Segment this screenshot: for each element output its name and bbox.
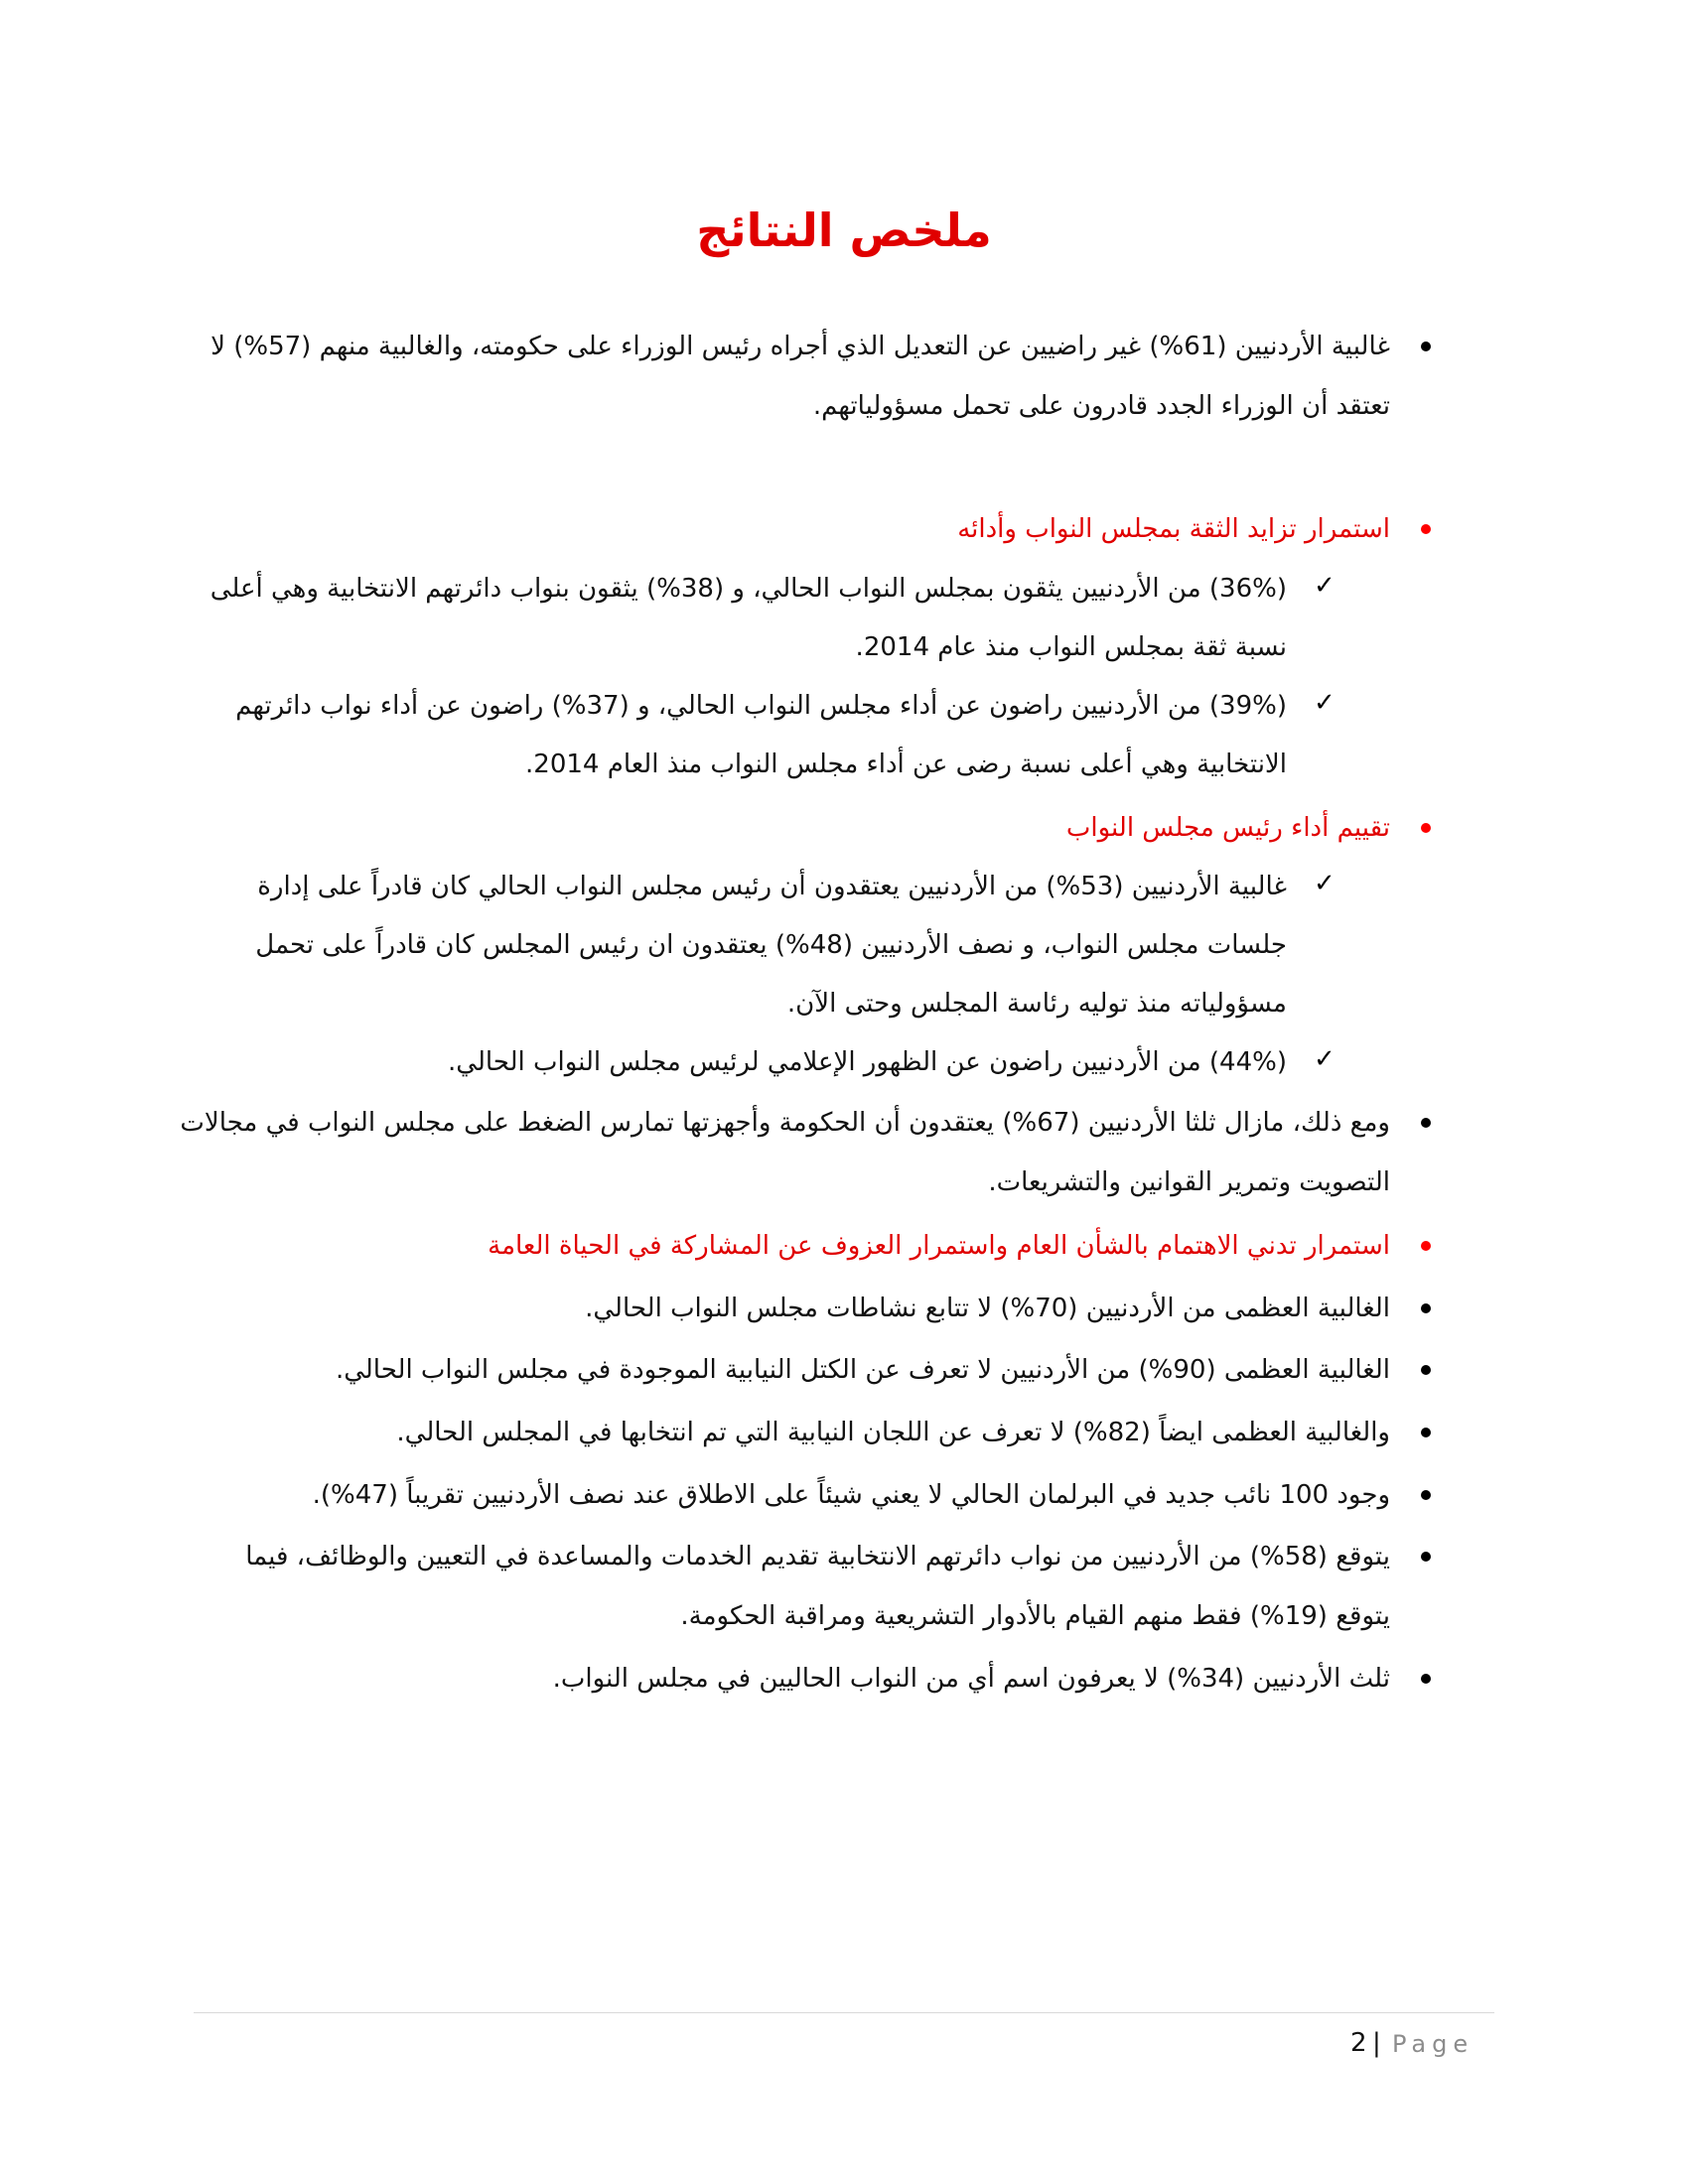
paragraph-line: (39%) من الأردنيين راضون عن أداء مجلس النواب الحالي، و (37%) راضون عن أداء نواب دائرتهم	[235, 691, 1287, 721]
paragraph-line: والغالبية العظمى ايضاً (82%) لا تعرف عن اللجان النيابية التي تم انتخابها في المجلس الحالي.	[396, 1418, 1390, 1447]
checkmark-icon: ✓	[1314, 1044, 1336, 1074]
paragraph-line: يتوقع (58%) من الأردنيين من نواب دائرتهم الانتخابية تقديم الخدمات والمساعدة في التعيين والوظائف، فيما	[245, 1542, 1390, 1571]
checkmark-icon: ✓	[1314, 688, 1336, 718]
paragraph-line: غالبية الأردنيين (53%) من الأردنيين يعتقدون أن رئيس مجلس النواب الحالي كان قادراً على إدارة	[257, 872, 1287, 901]
paragraph-line: الغالبية العظمى من الأردنيين (70%) لا تتابع نشاطات مجلس النواب الحالي.	[585, 1294, 1390, 1323]
bullet-icon	[1421, 1490, 1431, 1500]
paragraph-line: يتوقع (19%) فقط منهم القيام بالأدوار التشريعية ومراقبة الحكومة.	[680, 1601, 1390, 1631]
bullet-icon	[1421, 1674, 1431, 1684]
paragraph-line: غالبية الأردنيين (61%) غير راضيين عن التعديل الذي أجراه رئيس الوزراء على حكومته، والغالبية منهم (57%) لا	[211, 332, 1390, 361]
red-bullet-icon	[1421, 524, 1431, 534]
paragraph-line: وجود 100 نائب جديد في البرلمان الحالي لا يعني شيئاً على الاطلاق عند نصف الأردنيين تقريباً (47%).	[312, 1480, 1390, 1510]
checkmark-icon: ✓	[1314, 571, 1336, 601]
section-heading: استمرار تزايد الثقة بمجلس النواب وأدائه	[957, 514, 1390, 544]
red-bullet-icon	[1421, 823, 1431, 833]
page-label: Page	[1392, 2030, 1475, 2058]
section-heading: تقييم أداء رئيس مجلس النواب	[1065, 813, 1390, 843]
paragraph-line: (44%) من الأردنيين راضون عن الظهور الإعلامي لرئيس مجلس النواب الحالي.	[448, 1047, 1287, 1077]
paragraph-line: نسبة ثقة بمجلس النواب منذ عام 2014.	[855, 632, 1287, 662]
bullet-icon	[1421, 341, 1431, 351]
checkmark-icon: ✓	[1314, 869, 1336, 898]
paragraph-line: الغالبية العظمى (90%) من الأردنيين لا تعرف عن الكتل النيابية الموجودة في مجلس النواب الحالي.	[335, 1355, 1390, 1385]
bullet-icon	[1421, 1365, 1431, 1375]
paragraph-line: ثلث الأردنيين (34%) لا يعرفون اسم أي من النواب الحاليين في مجلس النواب.	[552, 1664, 1390, 1694]
page-number: 2	[1350, 2028, 1367, 2058]
page-separator: |	[1372, 2028, 1381, 2058]
page-title: ملخص النتائج	[696, 204, 992, 257]
red-bullet-icon	[1421, 1241, 1431, 1251]
paragraph-line: تعتقد أن الوزراء الجدد قادرون على تحمل مسؤولياتهم.	[812, 391, 1390, 421]
paragraph-line: التصويت وتمرير القوانين والتشريعات.	[988, 1167, 1390, 1197]
footer-divider	[194, 2012, 1494, 2013]
paragraph-line: الانتخابية وهي أعلى نسبة رضى عن أداء مجلس النواب منذ العام 2014.	[525, 750, 1287, 779]
bullet-icon	[1421, 1118, 1431, 1128]
paragraph-line: جلسات مجلس النواب، و نصف الأردنيين (48%) يعتقدون ان رئيس المجلس كان قادراً على تحمل	[255, 930, 1287, 960]
bullet-icon	[1421, 1552, 1431, 1562]
paragraph-line: مسؤولياته منذ توليه رئاسة المجلس وحتى الآن.	[786, 989, 1287, 1019]
bullet-icon	[1421, 1428, 1431, 1437]
bullet-icon	[1421, 1303, 1431, 1313]
paragraph-line: (36%) من الأردنيين يثقون بمجلس النواب الحالي، و (38%) يثقون بنواب دائرتهم الانتخابية وهي أعلى	[210, 574, 1287, 604]
paragraph-line: ومع ذلك، مازال ثلثا الأردنيين (67%) يعتقدون أن الحكومة وأجهزتها تمارس الضغط على مجلس النواب في مجالات	[180, 1108, 1390, 1138]
section-heading: استمرار تدني الاهتمام بالشأن العام واستمرار العزوف عن المشاركة في الحياة العامة	[488, 1231, 1390, 1261]
